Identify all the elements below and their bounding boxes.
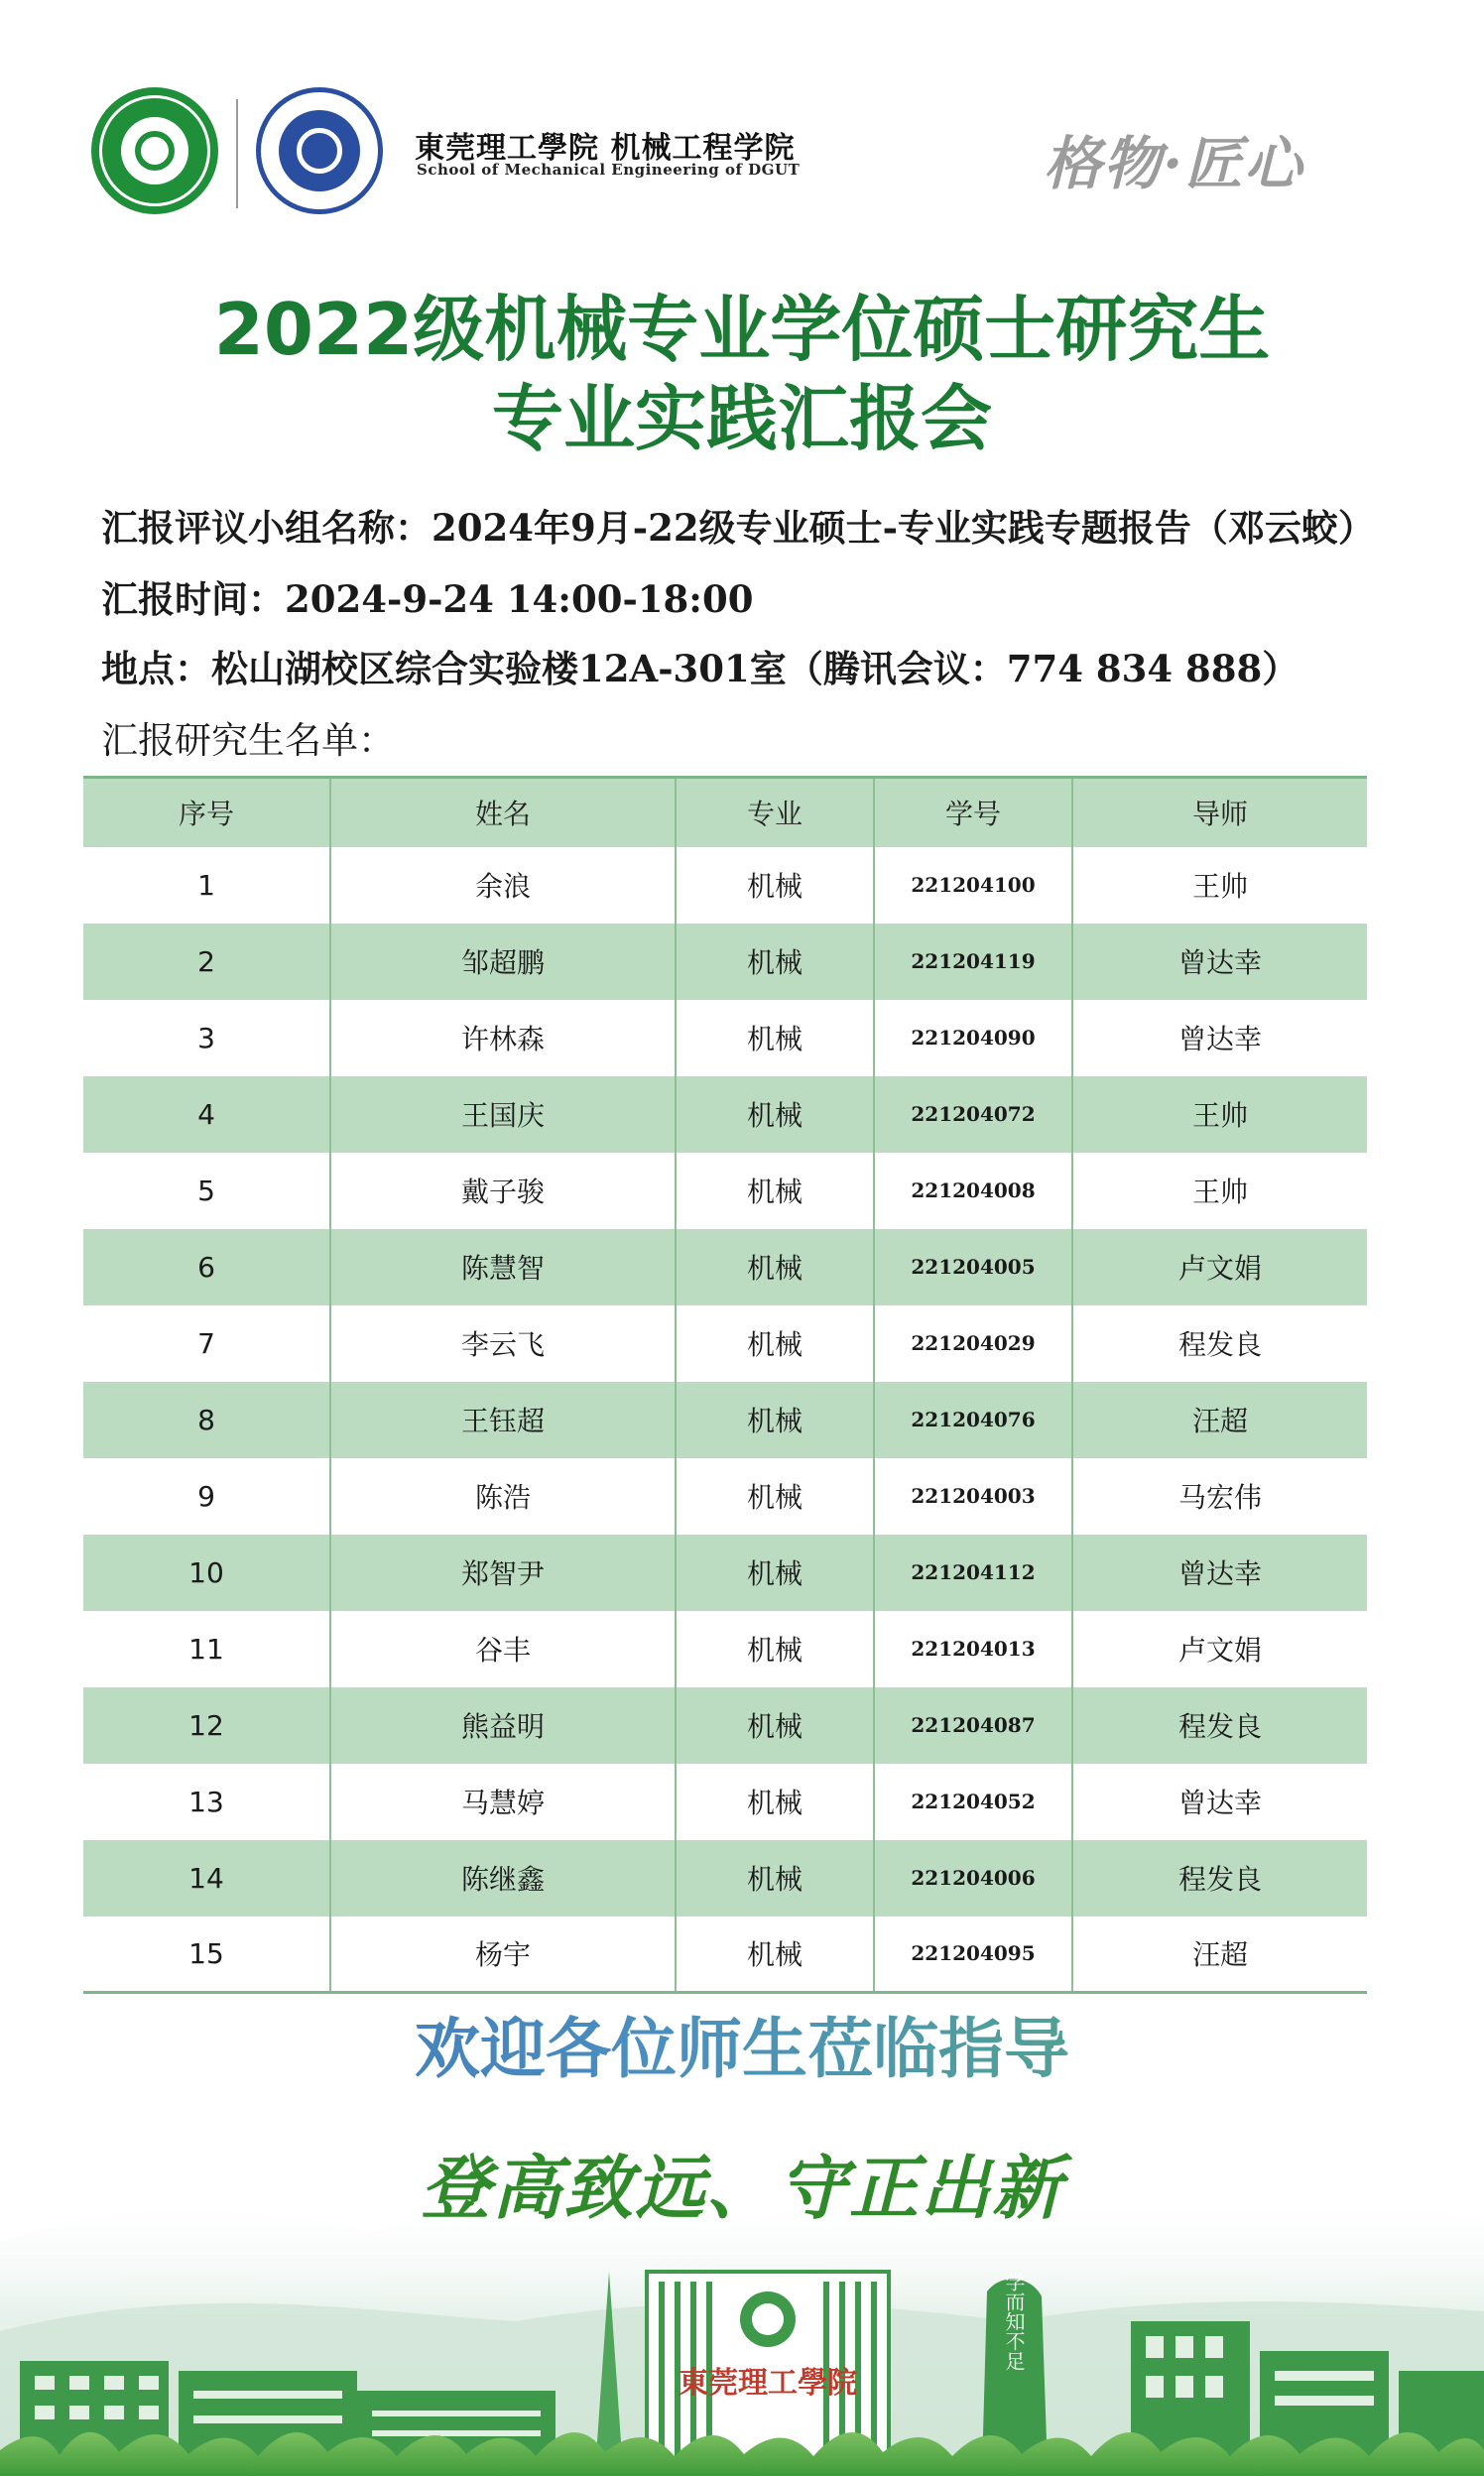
- column-header-number: 序号: [83, 778, 330, 847]
- cell-major: 机械: [676, 1305, 874, 1382]
- cell-name: 余浪: [330, 847, 676, 924]
- column-header-major: 专业: [676, 778, 874, 847]
- cell-name: 熊益明: [330, 1687, 676, 1764]
- cell-advisor: 曾达幸: [1072, 1764, 1367, 1840]
- cell-advisor: 王帅: [1072, 1076, 1367, 1153]
- welcome-message: 欢迎各位师生莅临指导: [0, 1996, 1484, 2090]
- cell-advisor: 程发良: [1072, 1840, 1367, 1917]
- cell-major: 机械: [676, 1840, 874, 1917]
- table-body: [83, 847, 1367, 1993]
- cell-major: 机械: [676, 847, 874, 924]
- cell-advisor: 程发良: [1072, 1687, 1367, 1764]
- campus-gate-sign: 東莞理工學院: [679, 2366, 857, 2401]
- motto: 格物·匠心: [1044, 130, 1304, 197]
- cell-number: 14: [83, 1840, 330, 1917]
- review-group-value: 2024年9月-22级专业硕士-专业实践专题报告（邓云蛟）: [432, 506, 1375, 550]
- dgut-university-logo: [91, 87, 218, 214]
- table-row: [83, 1076, 1367, 1153]
- cell-major: 机械: [676, 1535, 874, 1611]
- review-group-line: [101, 498, 1375, 552]
- cell-advisor: 卢文娟: [1072, 1611, 1367, 1687]
- cell-number: 10: [83, 1535, 330, 1611]
- cell-name: 杨宇: [330, 1917, 676, 1993]
- cell-name: 邹超鹏: [330, 924, 676, 1000]
- cell-student-id: 221204029: [874, 1305, 1072, 1382]
- table-row: [83, 1000, 1367, 1076]
- cell-name: 许林森: [330, 1000, 676, 1076]
- cell-major: 机械: [676, 924, 874, 1000]
- cell-major: 机械: [676, 1917, 874, 1993]
- cell-advisor: 曾达幸: [1072, 924, 1367, 1000]
- cell-name: 马慧婷: [330, 1764, 676, 1840]
- cell-major: 机械: [676, 1153, 874, 1229]
- column-header-advisor: 导师: [1072, 778, 1367, 847]
- cell-student-id: 221204005: [874, 1229, 1072, 1305]
- cell-major: 机械: [676, 1076, 874, 1153]
- table-row: [83, 1917, 1367, 1993]
- cell-student-id: 221204112: [874, 1535, 1072, 1611]
- cell-number: 12: [83, 1687, 330, 1764]
- cell-student-id: 221204072: [874, 1076, 1072, 1153]
- cell-name: 陈浩: [330, 1458, 676, 1535]
- cell-student-id: 221204008: [874, 1153, 1072, 1229]
- cell-advisor: 卢文娟: [1072, 1229, 1367, 1305]
- table-row: [83, 1458, 1367, 1535]
- cell-major: 机械: [676, 1687, 874, 1764]
- school-slogan: 登高致远、守正出新: [421, 2147, 1063, 2229]
- cell-name: 陈继鑫: [330, 1840, 676, 1917]
- table-header-row: [83, 778, 1367, 847]
- table-row: [83, 1611, 1367, 1687]
- cell-student-id: 221204076: [874, 1382, 1072, 1458]
- cell-name: 王国庆: [330, 1076, 676, 1153]
- cell-major: 机械: [676, 1458, 874, 1535]
- cell-advisor: 曾达幸: [1072, 1535, 1367, 1611]
- student-list-label: 汇报研究生名单：: [101, 719, 395, 762]
- table-row: [83, 1229, 1367, 1305]
- cell-name: 王钰超: [330, 1382, 676, 1458]
- cell-number: 15: [83, 1917, 330, 1993]
- review-group-label: 汇报评议小组名称：: [101, 506, 432, 550]
- cell-name: 谷丰: [330, 1611, 676, 1687]
- cell-name: 郑智尹: [330, 1535, 676, 1611]
- cell-advisor: 程发良: [1072, 1305, 1367, 1382]
- location-label: 地点：: [101, 647, 211, 690]
- table-row: [83, 1535, 1367, 1611]
- cell-number: 8: [83, 1382, 330, 1458]
- cell-number: 9: [83, 1458, 330, 1535]
- cell-advisor: 曾达幸: [1072, 1000, 1367, 1076]
- cell-student-id: 221204090: [874, 1000, 1072, 1076]
- cell-student-id: 221204100: [874, 847, 1072, 924]
- table-row: [83, 924, 1367, 1000]
- cell-advisor: 汪超: [1072, 1917, 1367, 1993]
- cell-advisor: 汪超: [1072, 1382, 1367, 1458]
- table-row: [83, 1840, 1367, 1917]
- cell-major: 机械: [676, 1000, 874, 1076]
- student-roster-table: [83, 776, 1367, 1994]
- cell-student-id: 221204052: [874, 1764, 1072, 1840]
- cell-number: 11: [83, 1611, 330, 1687]
- location-value: 松山湖校区综合实验楼12A-301室（腾讯会议：774 834 888）: [211, 647, 1299, 690]
- location-line: [101, 639, 1298, 692]
- cell-student-id: 221204003: [874, 1458, 1072, 1535]
- cell-student-id: 221204095: [874, 1917, 1072, 1993]
- cell-student-id: 221204119: [874, 924, 1072, 1000]
- cell-number: 4: [83, 1076, 330, 1153]
- cell-student-id: 221204087: [874, 1687, 1072, 1764]
- table-row: [83, 1764, 1367, 1840]
- table-row: [83, 1153, 1367, 1229]
- table-row: [83, 1687, 1367, 1764]
- cell-advisor: 王帅: [1072, 847, 1367, 924]
- page-title-line1: 2022级机械专业学位硕士研究生: [213, 288, 1271, 371]
- cell-number: 6: [83, 1229, 330, 1305]
- column-header-student-id: 学号: [874, 778, 1072, 847]
- cell-advisor: 王帅: [1072, 1153, 1367, 1229]
- page-title-line2: 专业实践汇报会: [491, 377, 992, 460]
- mechanical-school-logo: [256, 87, 383, 214]
- cell-number: 3: [83, 1000, 330, 1076]
- cell-name: 李云飞: [330, 1305, 676, 1382]
- report-time-value: 2024-9-24 14:00-18:00: [285, 577, 754, 621]
- column-header-name: 姓名: [330, 778, 676, 847]
- cell-student-id: 221204006: [874, 1840, 1072, 1917]
- cell-major: 机械: [676, 1764, 874, 1840]
- table-row: [83, 1305, 1367, 1382]
- cell-number: 1: [83, 847, 330, 924]
- cell-name: 戴子骏: [330, 1153, 676, 1229]
- cell-number: 5: [83, 1153, 330, 1229]
- stone-inscription: 学而知不足: [1002, 2272, 1026, 2371]
- cell-number: 13: [83, 1764, 330, 1840]
- report-time-line: [101, 569, 753, 623]
- cell-major: 机械: [676, 1229, 874, 1305]
- logo-divider: [236, 99, 238, 208]
- report-time-label: 汇报时间：: [101, 577, 285, 621]
- cell-advisor: 马宏伟: [1072, 1458, 1367, 1535]
- school-name-cn: 東莞理工學院 机械工程学院: [415, 131, 796, 166]
- school-name-en: School of Mechanical Engineering of DGUT: [417, 161, 801, 179]
- cell-major: 机械: [676, 1382, 874, 1458]
- cell-student-id: 221204013: [874, 1611, 1072, 1687]
- cell-major: 机械: [676, 1611, 874, 1687]
- table-row: [83, 847, 1367, 924]
- cell-number: 7: [83, 1305, 330, 1382]
- table-row: [83, 1382, 1367, 1458]
- cell-name: 陈慧智: [330, 1229, 676, 1305]
- cell-number: 2: [83, 924, 330, 1000]
